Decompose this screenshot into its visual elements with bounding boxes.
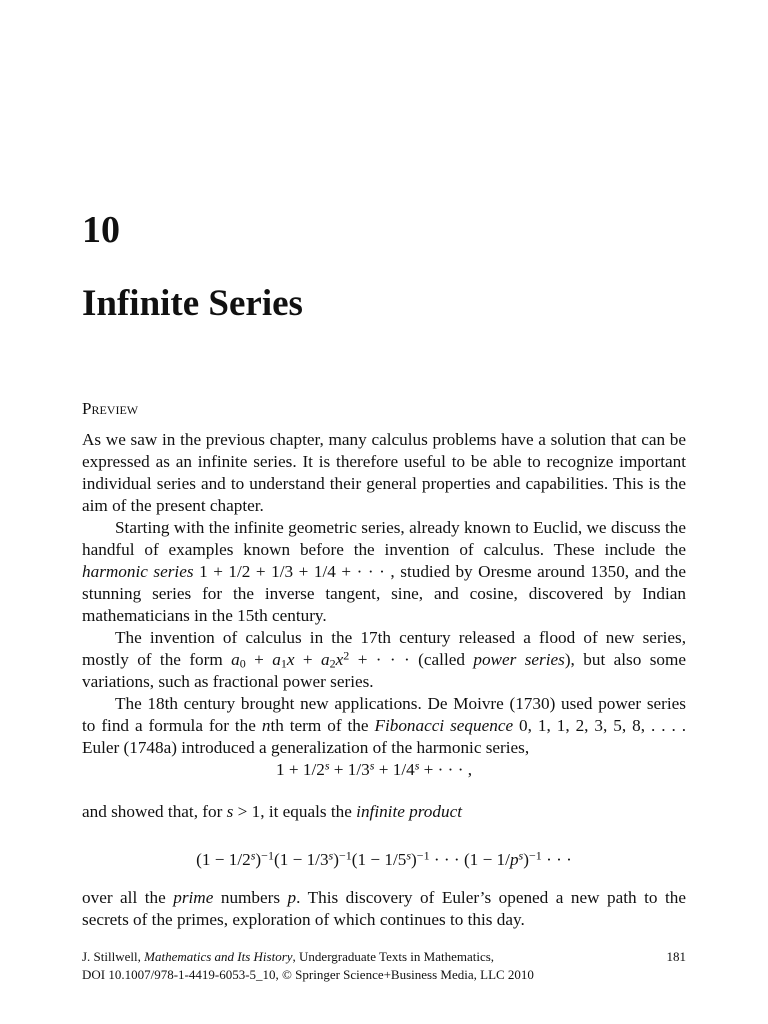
page-footer: [82, 948, 686, 984]
paragraph-2: Starting with the infinite geometric series, already known to Euclid, we discuss the handful of examples known before the invention of calculus. These include the harmonic series 1 + 1/2 + 1/3 + 1/4 + · · · , studied by Oresme around 1350, and the stunning series for the inverse tangent, sine, and cosine, discovered by Indian mathematicians in the 15th century.: [82, 518, 686, 625]
footer-doi: DOI 10.1007/978-1-4419-6053-5_10, © Springer Science+Business Media, LLC 2010: [82, 967, 534, 982]
paragraph-3: The invention of calculus in the 17th century released a flood of new series, mostly of the form $a_0 + a_1x + a_2x^2$ + · · · (called power series), but also some variations, such as fractional power series.: [82, 628, 686, 691]
section-heading: Preview: [82, 399, 139, 418]
term-infinite-product: infinite product: [356, 802, 462, 821]
term-harmonic-series: harmonic series: [82, 562, 194, 581]
chapter-title: Infinite Series: [82, 283, 303, 324]
page-number: 181: [666, 949, 686, 964]
formula-euler-product: $(1 - 1/2^s)^{-1}(1 - 1/3^s)^{-1}(1 - 1/5^s)^{-1}$ · · · $(1 - 1/p^s)^{-1}$ · · ·: [196, 848, 572, 869]
chapter-number: 10: [82, 209, 120, 251]
body-text: [82, 429, 686, 931]
paragraph-4: The 18th century brought new applications. De Moivre (1730) used power series to find a formula for the nth term of the Fibonacci sequence 0, 1, 1, 2, 3, 5, 8, . . . . Euler (1748a) introduced a generalization of the harmonic series,: [82, 694, 686, 757]
footer-citation: J. Stillwell, Mathematics and Its History, Undergraduate Texts in Mathematics,: [82, 949, 495, 964]
term-fibonacci-sequence: Fibonacci sequence: [374, 716, 514, 735]
paragraph-5: and showed that, for s > 1, it equals the infinite product: [82, 802, 462, 821]
footer-citation-row: [82, 948, 686, 966]
term-prime: prime: [173, 888, 214, 907]
term-power-series: power series: [473, 650, 565, 669]
paragraph-6: over all the prime numbers p. This discovery of Euler’s opened a new path to the secrets of the primes, exploration of which continues to this day.: [82, 888, 687, 929]
paragraph-1: As we saw in the previous chapter, many calculus problems have a solution that can be expressed as an infinite series. It is therefore useful to be able to recognize important individual series and to understand their general properties and capabilities. This is the aim of the present chapter.: [82, 430, 686, 515]
formula-generalized-harmonic-series: $1 + 1/2^s + 1/3^s + 1/4^s$ + · · · ,: [275, 758, 473, 779]
